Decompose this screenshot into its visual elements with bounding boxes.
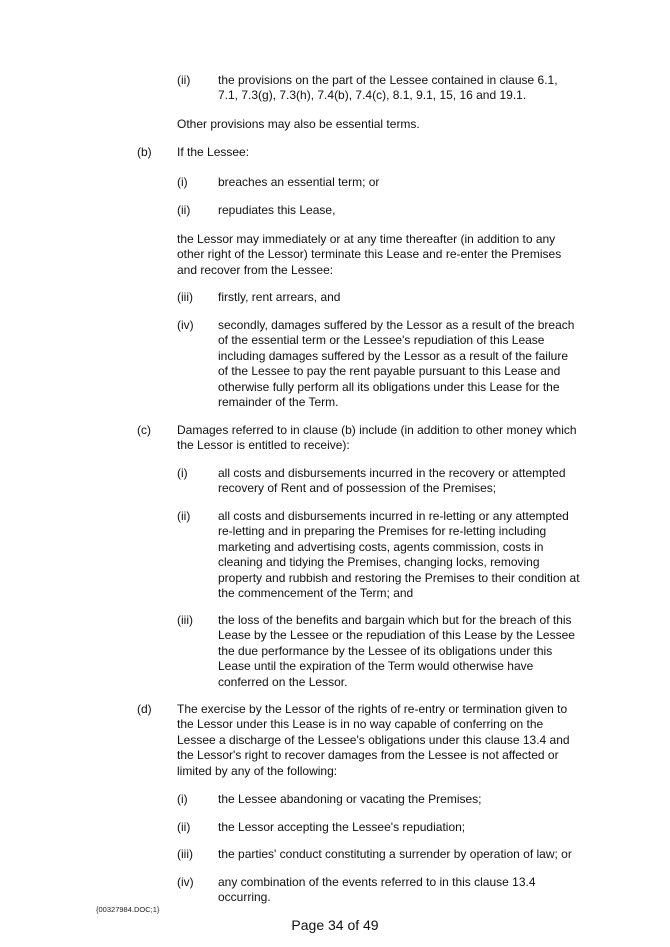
text-line: repudiates this Lease, — [218, 203, 336, 217]
clause-text — [218, 203, 335, 218]
clause-label: (iv) — [177, 875, 194, 889]
clause-text — [218, 175, 379, 190]
page-number: Page 34 of 49 — [291, 917, 379, 933]
text-line: the commencement of the Term; and — [218, 586, 414, 601]
text-line: recovery of Rent and of possession of the Premises; — [218, 481, 497, 496]
text-line: cleaning and tidying the Premises, changing locks, removing — [218, 555, 540, 570]
text-line: the Lessee abandoning or vacating the Premises; — [218, 792, 482, 806]
clause-text — [218, 318, 574, 410]
text-line: the provisions on the part of the Lessee contained in clause 6.1, — [218, 73, 558, 87]
text-line: remainder of the Term. — [218, 395, 339, 410]
text-line: all costs and disbursements incurred in re-letting or any attempted — [218, 509, 569, 523]
text-line: conferred on the Lessor. — [218, 674, 348, 689]
clause-text — [218, 847, 572, 862]
text-line: Lessee a discharge of the Lessee's obligations under this clause 13.4 and — [177, 732, 570, 747]
text-line: limited by any of the following: — [177, 763, 338, 778]
text-line: re-letting and in preparing the Premises for re-letting including — [218, 524, 547, 539]
text-line: otherwise fully perform all its obligations under this Lease for the — [218, 379, 560, 394]
clause-text — [177, 232, 561, 278]
clause-text — [218, 820, 465, 835]
clause-text — [218, 875, 536, 906]
text-line: occurring. — [218, 890, 271, 905]
text-line: marketing and advertising costs, agents commission, costs in — [218, 539, 544, 554]
text-line: the Lessor is entitled to receive): — [177, 438, 350, 453]
text-line: any combination of the events referred to in this clause 13.4 — [218, 875, 536, 889]
text-line: If the Lessee: — [177, 145, 250, 159]
clause-label: (iii) — [177, 613, 193, 627]
clause-text — [218, 509, 580, 601]
text-line: the loss of the benefits and bargain which but for the breach of this — [218, 613, 572, 627]
clause-label: (i) — [177, 175, 188, 189]
text-line: of the essential term or the Lessee's repudiation of this Lease — [218, 333, 545, 348]
text-line: breaches an essential term; or — [218, 175, 380, 189]
clause-text — [177, 423, 577, 454]
text-line: the Lessor may immediately or at any time thereafter (in addition to any — [177, 232, 556, 246]
text-line: Damages referred to in clause (b) include (in addition to other money which — [177, 423, 577, 437]
clause-label: (iii) — [177, 847, 193, 861]
clause-label: (ii) — [177, 509, 191, 523]
text-line: the Lessor accepting the Lessee's repudiation; — [218, 820, 466, 834]
text-line: The exercise by the Lessor of the rights of re-entry or termination given to — [177, 702, 568, 716]
document-code: {00327984.DOC;1} — [96, 905, 160, 914]
text-line: the Lessor under this Lease is in no way capable of conferring on the — [177, 717, 544, 732]
clause-label: (b) — [137, 145, 152, 159]
clause-label: (c) — [137, 423, 151, 437]
text-line: including damages suffered by the Lessor as a result of the failure — [218, 348, 568, 363]
text-line: all costs and disbursements incurred in the recovery or attempted — [218, 466, 566, 480]
clause-label: (iv) — [177, 318, 194, 332]
text-line: Other provisions may also be essential terms. — [177, 117, 420, 131]
clause-text — [177, 117, 420, 132]
text-line: of the Lessee to pay the rent payable pursuant to this Lease and — [218, 364, 561, 379]
text-line: other right of the Lessor) terminate this Lease and re-enter the Premises — [177, 247, 562, 262]
clause-label: (ii) — [177, 203, 191, 217]
clause-label: (d) — [137, 702, 152, 716]
clause-text — [218, 290, 340, 305]
text-line: the parties' conduct constituting a surrender by operation of law; or — [218, 847, 572, 861]
clause-text — [218, 73, 558, 104]
text-line: and recover from the Lessee: — [177, 262, 334, 277]
clause-text — [218, 613, 575, 690]
clause-label: (ii) — [177, 820, 191, 834]
clause-label: (i) — [177, 792, 188, 806]
clause-text — [218, 466, 566, 497]
clause-text — [218, 792, 482, 807]
clause-text — [177, 145, 249, 160]
clause-label: (iii) — [177, 290, 193, 304]
text-line: property and rubbish and restoring the Premises to their condition at — [218, 570, 580, 585]
text-line: secondly, damages suffered by the Lessor as a result of the breach — [218, 318, 575, 332]
text-line: the due performance by the Lessee of its obligations under this — [218, 643, 553, 658]
clause-label: (i) — [177, 466, 188, 480]
text-line: 7.1, 7.3(g), 7.3(h), 7.4(b), 7.4(c), 8.1, 9.1, 15, 16 and 19.1. — [218, 88, 527, 103]
clause-label: (ii) — [177, 73, 191, 87]
clause-text — [177, 702, 570, 779]
text-line: firstly, rent arrears, and — [218, 290, 341, 304]
text-line: Lease until the expiration of the Term would otherwise have — [218, 659, 534, 674]
text-line: the Lessor's right to recover damages from the Lessee is not affected or — [177, 748, 559, 763]
text-line: Lease by the Lessee or the repudiation of this Lease by the Lessee — [218, 628, 575, 643]
